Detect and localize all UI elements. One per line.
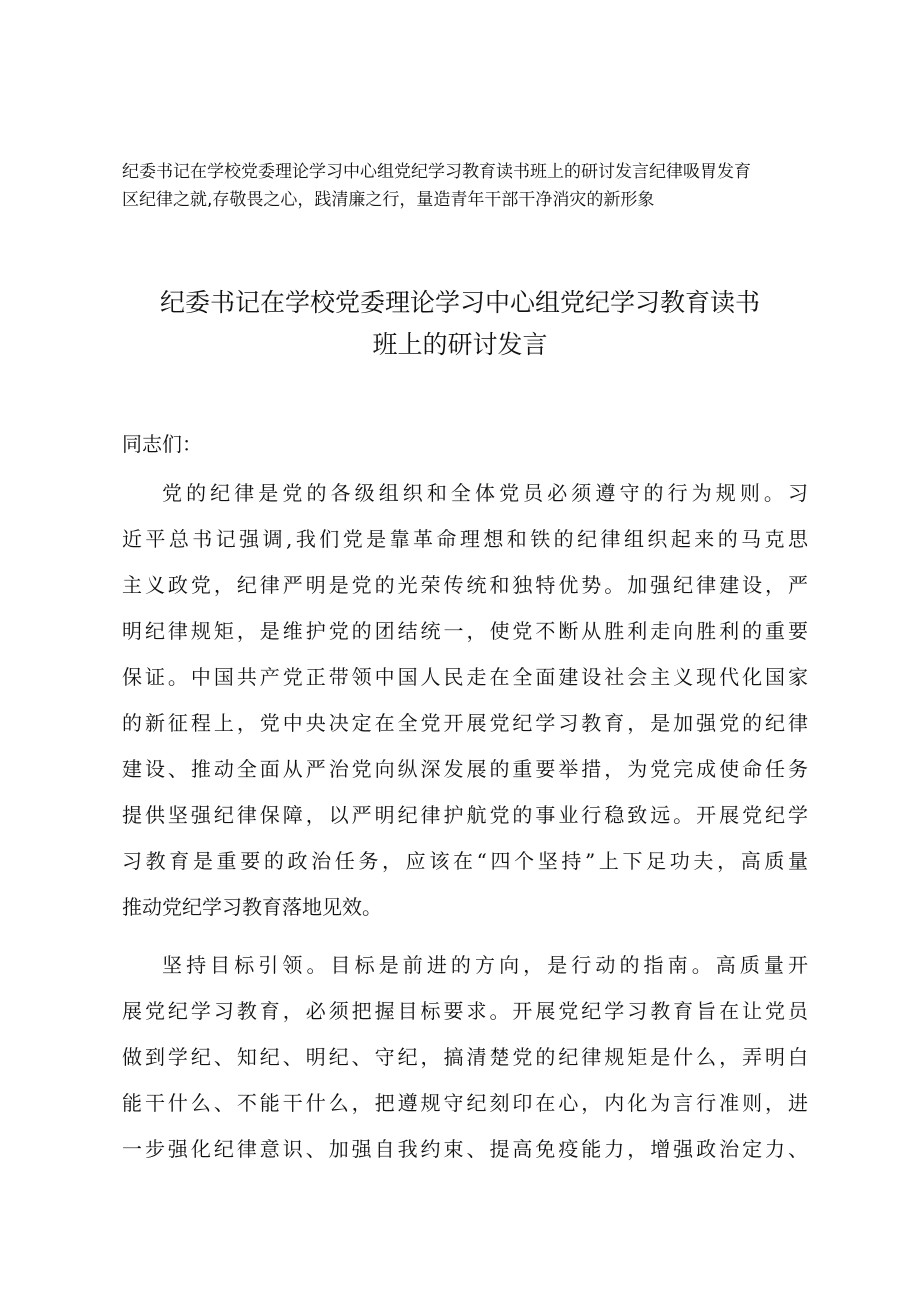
document-header (122, 158, 842, 214)
paragraph-line: 的新征程上，党中央决定在全党开展党纪学习教育，是加强党的纪律 (122, 711, 808, 735)
paragraph-line: 党的纪律是党的各级组织和全体党员必须遵守的行为规则。习 (162, 481, 808, 505)
paragraph-line: 建设、推动全面从严治党向纵深发展的重要举措，为党完成使命任务 (122, 757, 808, 781)
paragraph-line: 提供坚强纪律保障，以严明纪律护航党的事业行稳致远。开展党纪学 (122, 803, 808, 827)
title-line-2: 班上的研讨发言 (372, 330, 548, 359)
paragraph-line: 明纪律规矩，是维护党的团结统一，使党不断从胜利走向胜利的重要 (122, 619, 808, 643)
header-line-1: 纪委书记在学校党委理论学习中心组党纪学习教育读书班上的研讨发言纪律吸胃发育 (122, 162, 751, 182)
paragraph-2 (122, 942, 808, 1172)
paragraph-line: 坚持目标引领。目标是前进的方向，是行动的指南。高质量开 (162, 953, 808, 977)
paragraph-line: 推动党纪学习教育落地见效。 (122, 895, 382, 919)
body-text (122, 470, 808, 1172)
paragraph-line: 做到学纪、知纪、明纪、守纪，搞清楚党的纪律规矩是什么，弄明白 (122, 1045, 808, 1069)
title-line-1: 纪委书记在学校党委理论学习中心组党纪学习教育读书 (159, 288, 760, 317)
salutation: 同志们： (122, 432, 202, 456)
paragraph-line: 习教育是重要的政治任务，应该在“四个坚持”上下足功夫，高质量 (122, 849, 808, 873)
paragraph-line: 能干什么、不能干什么，把遵规守纪刻印在心，内化为言行准则，进 (122, 1091, 808, 1115)
document-title (100, 282, 820, 366)
paragraph-line: 近平总书记强调,我们党是靠革命理想和铁的纪律组织起来的马克思 (122, 527, 808, 551)
paragraph-line: 一步强化纪律意识、加强自我约束、提高免疫能力，增强政治定力、 (122, 1137, 808, 1161)
paragraph-gap (122, 930, 808, 942)
header-line-2: 区纪律之就,存敬畏之心，践清廉之行，量造青年干部干净消灾的新形象 (122, 190, 655, 210)
paragraph-line: 主义政党，纪律严明是党的光荣传统和独特优势。加强纪律建设，严 (122, 573, 808, 597)
paragraph-1 (122, 470, 808, 930)
paragraph-line: 保证。中国共产党正带领中国人民走在全面建设社会主义现代化国家 (122, 665, 808, 689)
paragraph-line: 展党纪学习教育，必须把握目标要求。开展党纪学习教育旨在让党员 (122, 999, 808, 1023)
